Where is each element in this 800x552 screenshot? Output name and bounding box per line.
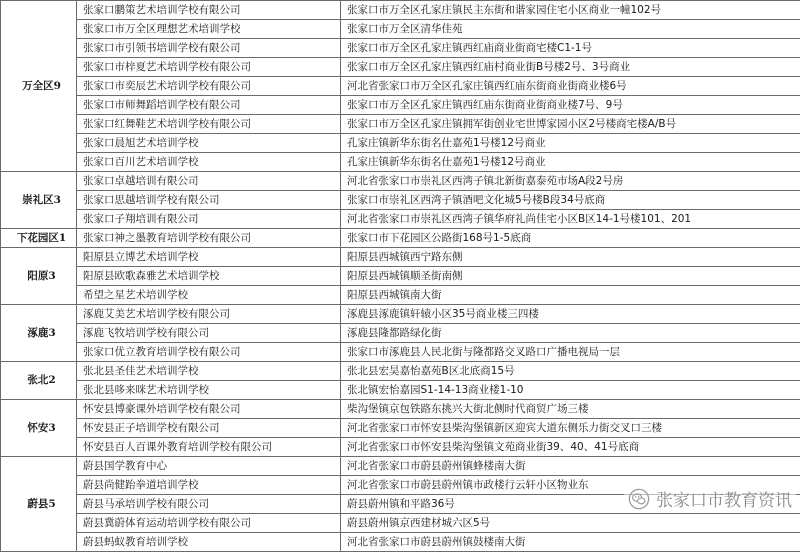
school-address-cell: 涿鹿县隆都路绿化街 <box>341 324 800 343</box>
school-name-cell: 蔚县蚂蚁教育培训学校 <box>77 533 341 552</box>
school-address-cell: 河北省张家口市怀安县柴沟堡镇文苑商业街39、40、41号底商 <box>341 438 800 457</box>
school-name-cell: 张家口神之墨教育培训学校有限公司 <box>77 229 341 248</box>
table-row <box>1 229 800 248</box>
school-address-cell: 河北省张家口市崇礼区西湾子镇华府礼尚佳宅小区B区14-1号楼101、201 <box>341 210 800 229</box>
district-cell: 阳原3 <box>1 248 77 305</box>
table-row <box>1 457 800 476</box>
school-address-cell: 张家口市万全区孔家庄镇民主东街和谐家园住宅小区商业一幢102号 <box>341 1 800 20</box>
table-row <box>1 77 800 96</box>
school-name-cell: 张家口市引领书培训学校有限公司 <box>77 39 341 58</box>
school-name-cell: 阳原县立博艺术培训学校 <box>77 248 341 267</box>
school-address-cell: 张家口市涿鹿县人民北街与隆都路交叉路口广播电视局一层 <box>341 343 800 362</box>
school-address-cell: 孔家庄镇新华东街名仕嘉苑1号楼12号商业 <box>341 134 800 153</box>
table-row <box>1 324 800 343</box>
school-name-cell: 希望之星艺术培训学校 <box>77 286 341 305</box>
watermark <box>624 484 796 513</box>
school-name-cell: 张家口市奕辰艺术培训学校有限公司 <box>77 77 341 96</box>
table-row <box>1 115 800 134</box>
school-name-cell: 张家口百川艺术培训学校 <box>77 153 341 172</box>
school-address-cell: 张家口市万全区清华佳苑 <box>341 20 800 39</box>
table-row <box>1 134 800 153</box>
table-row <box>1 210 800 229</box>
school-address-cell: 张家口市万全区孔家庄镇西红庙村商业街B号楼2号、3号商业 <box>341 58 800 77</box>
school-address-cell: 蔚县蔚州镇和平路36号 <box>341 495 800 514</box>
table-row <box>1 343 800 362</box>
school-name-cell: 蔚县马承培训学校有限公司 <box>77 495 341 514</box>
school-name-cell: 张家口市万全区理想艺术培训学校 <box>77 20 341 39</box>
district-cell: 万全区9 <box>1 1 77 172</box>
wechat-icon <box>628 488 650 510</box>
school-name-cell: 张家口思越培训学校有限公司 <box>77 191 341 210</box>
school-name-cell: 怀安县百人百课外教育培训学校有限公司 <box>77 438 341 457</box>
school-name-cell: 张家口卓越培训有限公司 <box>77 172 341 191</box>
table-row <box>1 381 800 400</box>
school-address-cell: 河北省张家口市崇礼区西湾子镇北新街嘉泰苑市场A段2号房 <box>341 172 800 191</box>
school-name-cell: 张北县哆来咪艺术培训学校 <box>77 381 341 400</box>
table-row <box>1 438 800 457</box>
school-address-cell: 阳原县西城镇顺圣街南侧 <box>341 267 800 286</box>
school-name-cell: 阳原县欧歌森雅艺术培训学校 <box>77 267 341 286</box>
school-address-cell: 柴沟堡镇京包铁路东挑兴大街北侧时代商贸广场三楼 <box>341 400 800 419</box>
school-name-cell: 张北县圣佳艺术培训学校 <box>77 362 341 381</box>
table-row <box>1 39 800 58</box>
table-row <box>1 20 800 39</box>
school-name-cell: 怀安县博豪课外培训学校有限公司 <box>77 400 341 419</box>
table-row <box>1 248 800 267</box>
school-address-cell: 张北县宏昊嘉怡嘉苑B区北底商15号 <box>341 362 800 381</box>
table-row <box>1 305 800 324</box>
school-address-cell: 张家口市崇礼区西湾子镇酒吧文化城5号楼B段34号底商 <box>341 191 800 210</box>
watermark-text: 张家口市教育资讯 <box>656 486 792 511</box>
district-cell: 下花园区1 <box>1 229 77 248</box>
table-row <box>1 533 800 552</box>
school-name-cell: 张家口子翔培训有限公司 <box>77 210 341 229</box>
school-address-cell: 河北省张家口市怀安县柴沟堡镇新区迎宾大道东侧乐力街交叉口三楼 <box>341 419 800 438</box>
school-address-cell: 蔚县蔚州镇京西建材城六区5号 <box>341 514 800 533</box>
table-row <box>1 419 800 438</box>
school-address-cell: 涿鹿县涿鹿镇轩辕小区35号商业楼三四楼 <box>341 305 800 324</box>
table-row <box>1 514 800 533</box>
school-name-cell: 蔚县冀蔚体育运动培训学校有限公司 <box>77 514 341 533</box>
table-row <box>1 172 800 191</box>
school-name-cell: 张家口鹏策艺术培训学校有限公司 <box>77 1 341 20</box>
school-name-cell: 涿鹿飞牧培训学校有限公司 <box>77 324 341 343</box>
school-address-cell: 河北省张家口市蔚县蔚州镇市政楼行云轩小区物业东 <box>341 476 800 495</box>
school-address-cell: 河北省张家口市蔚县蔚州镇蜂楼南大街 <box>341 457 800 476</box>
school-address-cell: 张家口市下花园区公路街168号1-5底商 <box>341 229 800 248</box>
school-name-cell: 张家口红舞鞋艺术培训学校有限公司 <box>77 115 341 134</box>
table-row <box>1 58 800 77</box>
school-address-cell: 阳原县西城镇南大街 <box>341 286 800 305</box>
table-row <box>1 1 800 20</box>
school-address-cell: 张家口市万全区孔家庄镇西红庙商业街商宅楼C1-1号 <box>341 39 800 58</box>
school-name-cell: 张家口晨旭艺术培训学校 <box>77 134 341 153</box>
school-address-cell: 张家口市万全区孔家庄镇西红庙东街商业街商业楼7号、9号 <box>341 96 800 115</box>
district-cell: 怀安3 <box>1 400 77 457</box>
table-row <box>1 191 800 210</box>
school-name-cell: 怀安县正子培训学校有限公司 <box>77 419 341 438</box>
district-cell: 蔚县5 <box>1 457 77 552</box>
table-row <box>1 267 800 286</box>
school-name-cell: 蔚县尚健跆拳道培训学校 <box>77 476 341 495</box>
district-cell: 涿鹿3 <box>1 305 77 362</box>
school-address-cell: 阳原县西城镇西宁路东侧 <box>341 248 800 267</box>
school-name-cell: 涿鹿艾美艺术培训学校有限公司 <box>77 305 341 324</box>
school-address-cell: 河北省张家口市蔚县蔚州镇鼓楼南大街 <box>341 533 800 552</box>
table-row <box>1 286 800 305</box>
school-name-cell: 蔚县国学教育中心 <box>77 457 341 476</box>
table-row <box>1 153 800 172</box>
district-cell: 崇礼区3 <box>1 172 77 229</box>
school-address-cell: 张家口市万全区孔家庄镇拥军街创业宅世博家园小区2号楼商宅楼A/B号 <box>341 115 800 134</box>
school-name-cell: 张家口优立教育培训学校有限公司 <box>77 343 341 362</box>
table-row <box>1 362 800 381</box>
school-address-cell: 张北镇宏怡嘉园S1-14-13商业楼1-10 <box>341 381 800 400</box>
school-address-cell: 孔家庄镇新华东街名仕嘉苑1号楼12号商业 <box>341 153 800 172</box>
registry-body <box>1 1 800 552</box>
table-row <box>1 96 800 115</box>
table-row <box>1 400 800 419</box>
school-name-cell: 张家口市师舞蹈培训学校有限公司 <box>77 96 341 115</box>
school-address-cell: 河北省张家口市万全区孔家庄镇西红庙东街商业街商业楼6号 <box>341 77 800 96</box>
district-cell: 张北2 <box>1 362 77 400</box>
school-name-cell: 张家口市梓夏艺术培训学校有限公司 <box>77 58 341 77</box>
